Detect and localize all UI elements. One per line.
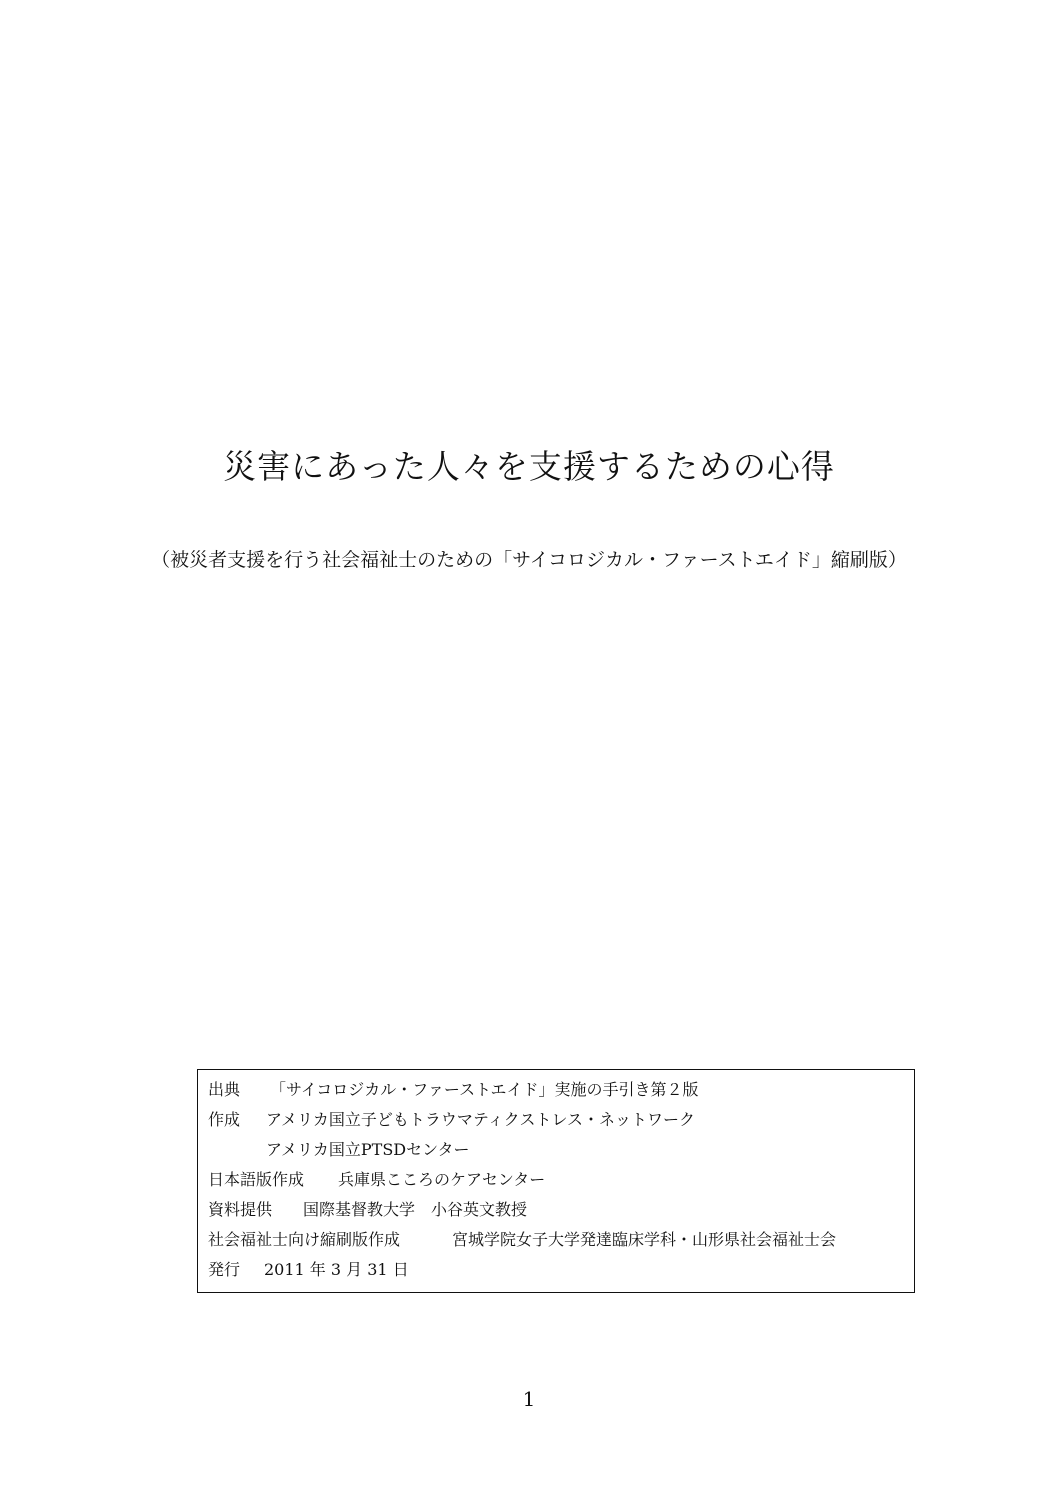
credits-box — [197, 1069, 915, 1293]
credit-value-creator-2: アメリカ国立PTSDセンター — [266, 1140, 470, 1159]
credit-label-source: 出典 — [208, 1080, 241, 1099]
credit-value-reduced-edition: 宮城学院女子大学発達臨床学科・山形県社会福祉士会 — [452, 1230, 837, 1249]
credit-row-source — [208, 1075, 914, 1105]
credit-value-issued: 2011 年 3 月 31 日 — [264, 1260, 409, 1279]
credit-label-materials: 資料提供 — [208, 1200, 273, 1219]
page-title: 災害にあった人々を支援するための心得 — [223, 447, 835, 486]
credit-label-japanese-edition: 日本語版作成 — [208, 1170, 305, 1189]
credit-row-creator — [208, 1105, 914, 1135]
credit-value-creator: アメリカ国立子どもトラウマティクストレス・ネットワーク — [266, 1110, 695, 1129]
credit-row-japanese-edition — [208, 1165, 914, 1195]
credit-row-creator-continued — [208, 1135, 914, 1165]
credit-value-japanese-edition: 兵庫県こころのケアセンター — [338, 1170, 546, 1189]
credit-value-source: 「サイコロジカル・ファーストエイド」実施の手引き第２版 — [270, 1080, 699, 1099]
credit-label-creator: 作成 — [208, 1110, 241, 1129]
credit-label-issued: 発行 — [208, 1260, 241, 1279]
credit-label-reduced-edition: 社会福祉士向け縮刷版作成 — [208, 1230, 401, 1249]
credit-row-materials — [208, 1195, 914, 1225]
credit-row-reduced-edition — [208, 1225, 914, 1255]
page-subtitle: （被災者支援を行う社会福祉士のための「サイコロジカル・ファーストエイド」縮刷版） — [151, 549, 907, 571]
credit-row-issued — [208, 1255, 914, 1285]
credit-value-materials: 国際基督教大学 小谷英文教授 — [303, 1200, 528, 1219]
page-number: 1 — [522, 1387, 536, 1411]
